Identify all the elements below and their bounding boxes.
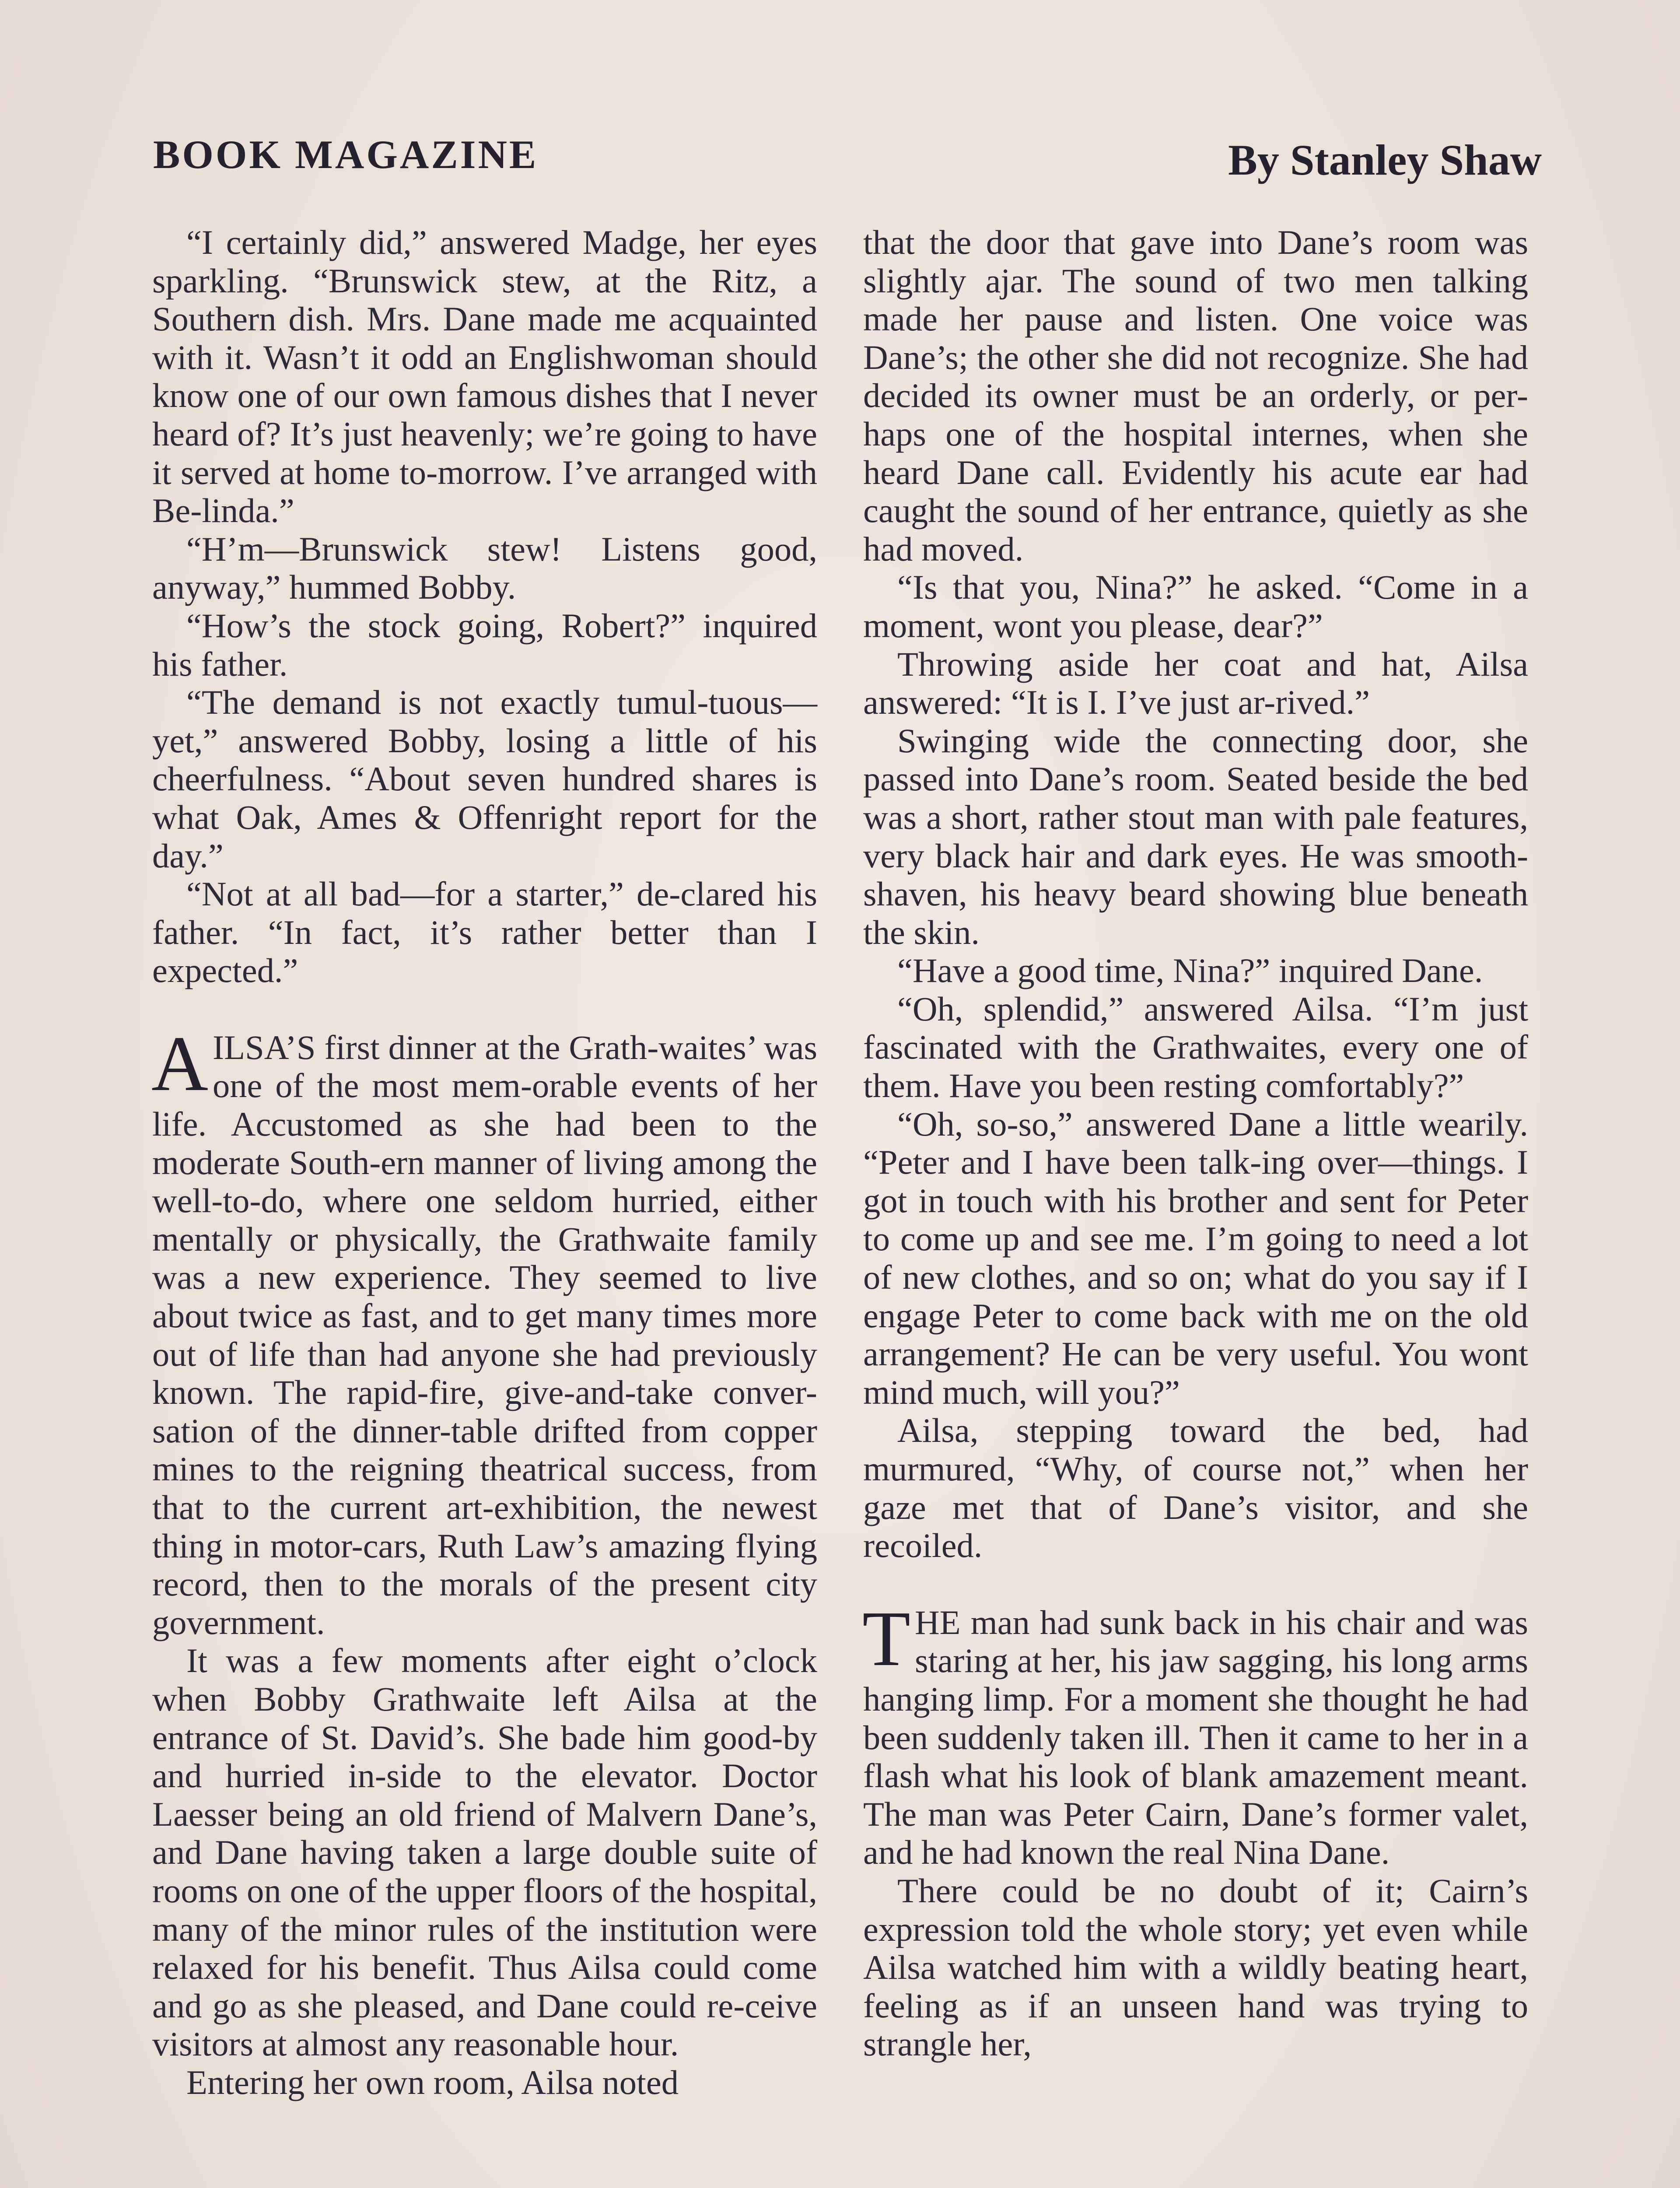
paragraph: “Is that you, Nina?” he asked. “Come in a moment, wont you please, dear?” (863, 568, 1528, 645)
drop-cap-letter: A (151, 1020, 208, 1107)
section-opening-paragraph (151, 1020, 817, 1642)
paragraph-text: ILSA’S first dinner at the Grath-waites’ was one of the most mem-orable events of her life. Accustomed as she had been to the moderate South-ern manner of living among the well-to-do, where one seldom hurried, either mentally or physically, the Grathwaite family was a new experience. They seemed to live about twice as fast, and to get many times more out of life than had anyone she had previously known. The rapid-fire, give-and-take conver-sation of the dinner-table drifted from copper mines to the reigning theatrical success, from that to the current art-exhibition, the newest thing in motor-cars, Ruth Law’s amazing flying record, then to the morals of the present city government. (152, 1028, 817, 1641)
paragraph: It was a few moments after eight o’clock when Bobby Grathwaite left Ailsa at the entrance of St. David’s. She bade him good-by and hurried in-side to the elevator. Doctor Laesser being an old friend of Malvern Dane’s, and Dane having taken a large double suite of rooms on one of the upper floors of the hospital, many of the minor rules of the institution were relaxed for his benefit. Thus Ailsa could come and go as she pleased, and Dane could re-ceive visitors at almost any reasonable hour. (152, 1641, 817, 2063)
paragraph: “Oh, so-so,” answered Dane a little wearily. “Peter and I have been talk-ing over—things. I got in touch with his brother and sent for Peter to come up and see me. I’m going to need a lot of new clothes, and so on; what do you say if I engage Peter to come back with me on the old arrangement? He can be very useful. You wont mind much, will you?” (863, 1105, 1528, 1411)
paragraph: “Not at all bad—for a starter,” de-clared his father. “In fact, it’s rather better than I expected.” (152, 875, 817, 990)
paragraph: “H’m—Brunswick stew! Listens good, anyway,” hummed Bobby. (152, 529, 817, 607)
drop-cap-letter: T (862, 1595, 910, 1682)
section-opening-paragraph (862, 1595, 1528, 1872)
paragraph: Ailsa, stepping toward the bed, had murmured, “Why, of course not,” when her gaze met that of Dane’s visitor, and she recoiled. (863, 1411, 1528, 1565)
paragraph: “How’s the stock going, Robert?” inquired his father. (152, 606, 817, 683)
continued-paragraph: that the door that gave into Dane’s room was slightly ajar. The sound of two men talking made her pause and listen. One voice was Dane’s; the other she did not recognize. She had decided its owner must be an orderly, or per-haps one of the hospital internes, when she heard Dane call. Evidently his acute ear had caught the sound of her entrance, quietly as she had moved. (863, 223, 1528, 568)
running-head-author: By Stanley Shaw (1228, 136, 1542, 184)
right-text-column (863, 223, 1528, 2063)
paragraph: Entering her own room, Ailsa noted (186, 2063, 679, 2101)
left-text-column (152, 223, 817, 2102)
paragraph: There could be no doubt of it; Cairn’s expression told the whole story; yet even while Ailsa watched him with a wildly beating heart, feeling as if an unseen hand was trying to strangle her, (863, 1871, 1528, 2063)
paragraph: “I certainly did,” answered Madge, her eyes sparkling. “Brunswick stew, at the Ritz, a Southern dish. Mrs. Dane made me acquainted with it. Wasn’t it odd an Englishwoman should know one of our own famous dishes that I never heard of? It’s just heavenly; we’re going to have it served at home to-morrow. I’ve arranged with Be-linda.” (152, 223, 817, 530)
paragraph: “Oh, splendid,” answered Ailsa. “I’m just fascinated with the Grathwaites, every one of them. Have you been resting comfortably?” (863, 989, 1528, 1105)
running-head-magazine-title: BOOK MAGAZINE (153, 132, 539, 177)
paragraph-text: HE man had sunk back in his chair and was staring at her, his jaw sagging, his long arms hanging limp. For a moment she thought he had been suddenly taken ill. Then it came to her in a flash what his look of blank amazement meant. The man was Peter Cairn, Dane’s former valet, and he had known the real Nina Dane. (863, 1603, 1528, 1872)
paragraph: “The demand is not exactly tumul-tuous—yet,” answered Bobby, losing a little of his cheerfulness. “About seven hundred shares is what Oak, Ames & Offenright report for the day.” (152, 683, 817, 875)
paragraph: “Have a good time, Nina?” inquired Dane. (897, 951, 1483, 990)
paragraph: Throwing aside her coat and hat, Ailsa answered: “It is I. I’ve just ar-rived.” (863, 645, 1528, 722)
paragraph: Swinging wide the connecting door, she passed into Dane’s room. Seated beside the bed was a short, rather stout man with pale features, very black hair and dark eyes. He was smooth-shaven, his heavy beard showing blue beneath the skin. (863, 721, 1528, 951)
